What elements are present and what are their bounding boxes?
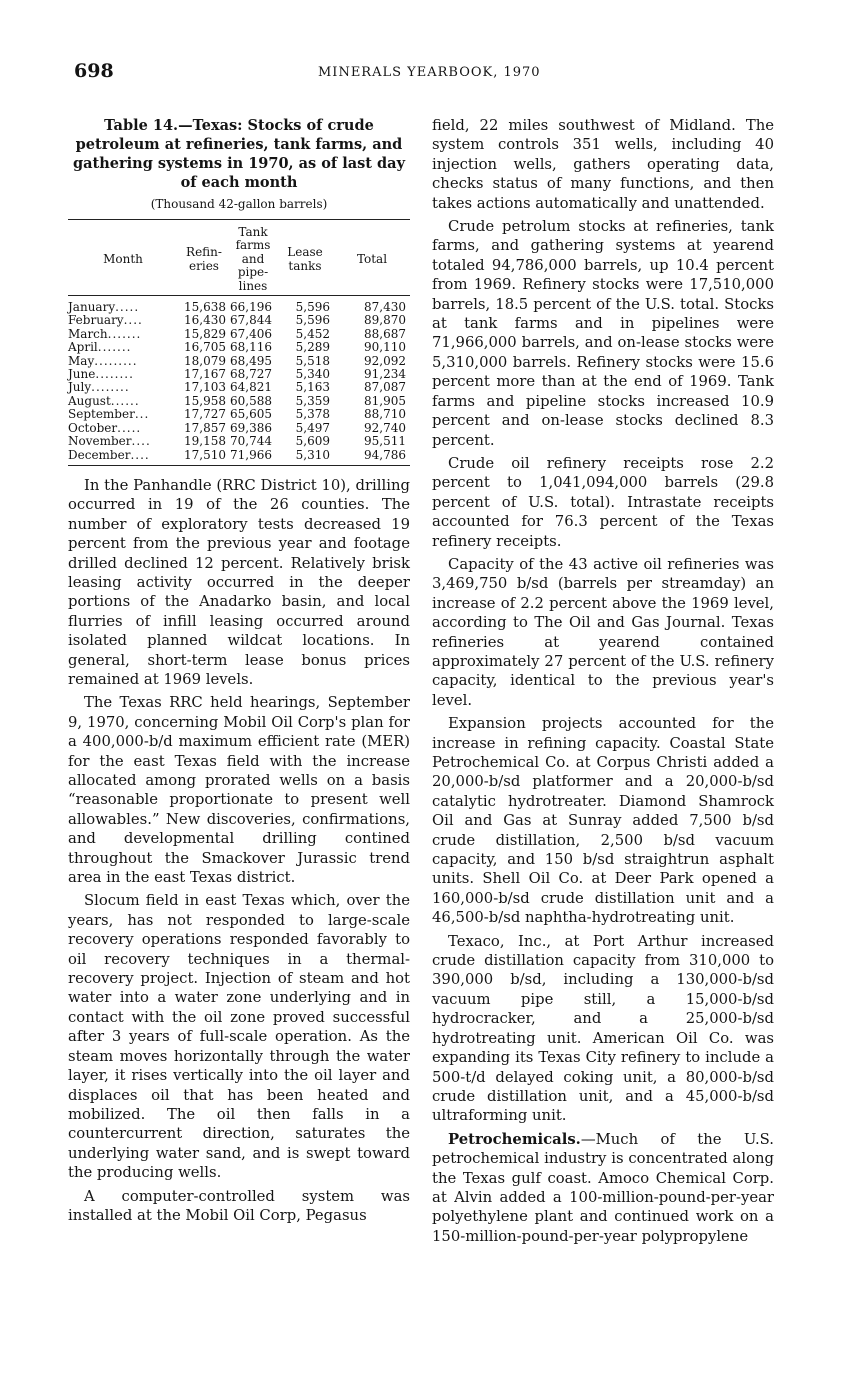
table-row <box>68 408 410 421</box>
paragraph: A computer-controlled system was installed at the Mobil Oil Corp, Pegasus <box>68 1187 410 1224</box>
cell-month: July <box>68 380 92 395</box>
col-header-total: Total <box>334 220 410 296</box>
table-row <box>68 422 410 435</box>
cell-lease-tanks: 5,359 <box>295 393 330 408</box>
left-text <box>68 476 410 1225</box>
cell-tank-farms: 67,406 <box>230 326 272 341</box>
cell-lease-tanks: 5,310 <box>276 449 334 466</box>
cell-lease-tanks: 5,452 <box>295 326 330 341</box>
paragraph-petrochemicals <box>432 1130 774 1246</box>
cell-month-wrap <box>68 368 178 381</box>
table-header-row <box>68 220 410 296</box>
cell-tank-farms: 69,386 <box>230 420 272 435</box>
col-header-refineries: Refin-eries <box>178 220 230 296</box>
cell-month: August <box>68 393 111 408</box>
cell-lease-tanks: 5,497 <box>295 420 330 435</box>
cell-tank-farms: 64,821 <box>230 380 272 395</box>
left-column <box>68 116 410 1225</box>
cell-month-wrap <box>68 341 178 354</box>
cell-total: 92,740 <box>364 420 406 435</box>
paragraph: In the Panhandle (RRC District 10), drilling occurred in 19 of the 26 counties. The number of exploratory tests decreased 19 percent from the previous year and footage drilled declined 12 percent. Relatively brisk leasing activity occurred in the deeper portions of the Anadarko basin, and local flurries of infill leasing occurred around isolated planned wildcat locations. In general, short-term lease bonus prices remained at 1969 levels. <box>68 476 410 688</box>
cell-refineries: 16,430 <box>184 313 226 328</box>
paragraph: Crude oil refinery receipts rose 2.2 percent to 1,041,094,000 barrels (29.8 percent of U.S. total). Intrastate receipts accounted for 76.3 percent of the Texas refinery receipts. <box>432 454 774 550</box>
leader-dots: .... <box>131 434 151 449</box>
paragraph: Slocum field in east Texas which, over the years, has not responded to large-scale recovery operations responded favorably to oil recovery techniques in a thermal-recovery project. Injection of steam and hot water into a water zone underlying and in contact with the oil zone proved successful after 3 years of full-scale operation. As the steam moves horizontally through the water layer, it rises vertically into the oil layer and displaces oil that has been heated and mobilized. The oil then falls in a countercurrent direction, saturates the underlying water sand, and is swept toward the producing wells. <box>68 892 410 1182</box>
leader-dots: ......... <box>94 353 138 368</box>
cell-lease-tanks: 5,596 <box>295 300 330 315</box>
right-text <box>432 116 774 1126</box>
cell-refineries: 17,727 <box>184 407 226 422</box>
table-body <box>68 296 410 466</box>
table-row <box>68 355 410 368</box>
leader-dots: ....... <box>97 340 132 355</box>
leader-dots: .... <box>130 447 150 462</box>
cell-tank-farms: 68,727 <box>230 367 272 382</box>
cell-refineries: 16,705 <box>184 340 226 355</box>
cell-total: 95,511 <box>364 434 406 449</box>
cell-month: March <box>68 326 108 341</box>
table-row <box>68 296 410 315</box>
cell-tank-farms: 67,844 <box>230 313 272 328</box>
right-column <box>432 116 774 1246</box>
cell-month-wrap <box>68 355 178 368</box>
cell-month-wrap <box>68 435 178 448</box>
leader-dots: ...... <box>110 393 140 408</box>
leader-dots: ........ <box>91 380 130 395</box>
cell-month-wrap <box>68 449 178 466</box>
cell-total: 89,870 <box>364 313 406 328</box>
cell-total: 92,092 <box>364 353 406 368</box>
cell-total: 91,234 <box>364 367 406 382</box>
petrochemicals-text: —Much of the U.S. petrochemical industry is concentrated along the Texas gulf coast. Amoco Chemical Corp. at Alvin added a 100-million-pound-per-year polyethylene plant and continued work on a 150-million-pound-per-year polypropylene <box>432 1130 774 1245</box>
cell-refineries: 19,158 <box>184 434 226 449</box>
paragraph: Texaco, Inc., at Port Arthur increased crude distillation capacity from 310,000 to 390,000 b/sd, including a 130,000-b/sd vacuum pipe still, a 15,000-b/sd hydrocracker, and a 25,000-b/sd hydrotreating unit. American Oil Co. was expanding its Texas City refinery to include a 500-t/d delayed coking unit, a 80,000-b/sd crude distillation unit, and a 45,000-b/sd ultraforming unit. <box>432 932 774 1125</box>
cell-total: 90,110 <box>364 340 406 355</box>
cell-month-wrap <box>68 422 178 435</box>
cell-tank-farms: 60,588 <box>230 393 272 408</box>
cell-lease-tanks: 5,609 <box>295 434 330 449</box>
cell-month: April <box>68 340 98 355</box>
paragraph: The Texas RRC held hearings, September 9, 1970, concerning Mobil Oil Corp's plan for a 400,000-b/d maximum efficient rate (MER) for the east Texas field with the increase allocated among prorated wells on a basis “reasonable proportionate to present well allowables.” New discoveries, confirmations, and developmental drilling contined throughout the Smackover Jurassic trend area in the east Texas district. <box>68 694 410 887</box>
cell-month: May <box>68 353 95 368</box>
table-title: Table 14.—Texas: Stocks of crude petroleum at refineries, tank farms, and gathering systems in 1970, as of last day of each month <box>73 117 405 191</box>
cell-tank-farms: 71,966 <box>230 449 276 466</box>
cell-tank-farms: 65,605 <box>230 407 272 422</box>
cell-tank-farms: 70,744 <box>230 434 272 449</box>
cell-refineries: 15,958 <box>184 393 226 408</box>
col-header-month: Month <box>68 220 178 296</box>
cell-tank-farms: 68,116 <box>230 340 272 355</box>
cell-lease-tanks: 5,596 <box>295 313 330 328</box>
paragraph: Capacity of the 43 active oil refineries was 3,469,750 b/sd (barrels per streamday) an increase of 2.2 percent above the 1969 level, according to The Oil and Gas Journal. Texas refineries at yearend contained approximately 27 percent of the U.S. refinery capacity, identical to the previous year's level. <box>432 555 774 709</box>
cell-refineries: 18,079 <box>184 353 226 368</box>
cell-month: June <box>68 367 96 382</box>
col-header-lease-tanks: Lease tanks <box>276 220 334 296</box>
cell-month-wrap <box>68 296 178 315</box>
cell-total: 87,087 <box>364 380 406 395</box>
cell-lease-tanks: 5,289 <box>295 340 330 355</box>
table-row <box>68 449 410 466</box>
cell-refineries: 17,167 <box>184 367 226 382</box>
cell-total: 81,905 <box>364 393 406 408</box>
cell-month-wrap <box>68 408 178 421</box>
cell-total: 88,687 <box>364 326 406 341</box>
cell-refineries: 17,857 <box>184 420 226 435</box>
cell-lease-tanks: 5,378 <box>295 407 330 422</box>
leader-dots: ... <box>134 407 150 422</box>
cell-refineries: 17,510 <box>178 449 230 466</box>
cell-month: December <box>68 447 131 462</box>
cell-month-wrap <box>68 395 178 408</box>
cell-total: 88,710 <box>364 407 406 422</box>
table-row <box>68 381 410 394</box>
cell-lease-tanks: 5,340 <box>295 367 330 382</box>
cell-tank-farms: 68,495 <box>230 353 272 368</box>
cell-month-wrap <box>68 381 178 394</box>
cell-month: January <box>68 300 116 315</box>
table-unit: (Thousand 42-gallon barrels) <box>150 197 328 211</box>
cell-refineries: 17,103 <box>184 380 226 395</box>
paragraph: Expansion projects accounted for the increase in refining capacity. Coastal State Petrochemical Co. at Corpus Christi added a 20,000-b/sd platformer and a 20,000-b/sd catalytic hydrotreater. Diamond Shamrock Oil and Gas at Sunray added 7,500 b/sd crude distillation, 2,500 b/sd vacuum capacity, and 150 b/sd straightrun asphalt units. Shell Oil Co. at Deer Park opened a 160,000-b/sd crude distillation unit and a 46,500-b/sd naphtha-hydrotreating unit. <box>432 715 774 927</box>
table-row <box>68 368 410 381</box>
table-row <box>68 341 410 354</box>
running-head: MINERALS YEARBOOK, 1970 <box>318 65 541 80</box>
cell-month-wrap <box>68 314 178 327</box>
cell-tank-farms: 66,196 <box>230 300 272 315</box>
petrochemicals-heading: Petrochemicals. <box>448 1130 581 1148</box>
table-row <box>68 435 410 448</box>
cell-month: October <box>68 420 118 435</box>
cell-refineries: 15,829 <box>184 326 226 341</box>
cell-refineries: 15,638 <box>184 300 226 315</box>
cell-total: 94,786 <box>334 449 410 466</box>
table-row <box>68 314 410 327</box>
stocks-table <box>68 219 410 466</box>
cell-lease-tanks: 5,518 <box>295 353 330 368</box>
table-row <box>68 395 410 408</box>
cell-lease-tanks: 5,163 <box>295 380 330 395</box>
leader-dots: .... <box>123 313 143 328</box>
page-number: 698 <box>74 60 114 82</box>
table-row <box>68 328 410 341</box>
cell-month-wrap <box>68 328 178 341</box>
leader-dots: ........ <box>95 367 134 382</box>
col-header-tank-farms: Tank farms and pipe-lines <box>230 220 276 296</box>
leader-dots: ..... <box>115 300 140 315</box>
leader-dots: ....... <box>107 326 142 341</box>
cell-month: February <box>68 313 124 328</box>
cell-month: November <box>68 434 132 449</box>
leader-dots: ..... <box>117 420 142 435</box>
paragraph: field, 22 miles southwest of Midland. The system controls 351 wells, including 40 injection wells, gathers operating data, checks status of many functions, and then takes actions automatically and unattended. <box>432 117 774 212</box>
cell-month: September <box>68 407 135 422</box>
cell-total: 87,430 <box>364 300 406 315</box>
paragraph: Crude petrolum stocks at refineries, tank farms, and gathering systems at yearend totaled 94,786,000 barrels, up 10.4 percent from 1969. Refinery stocks were 17,510,000 barrels, 18.5 percent of the U.S. total. Stocks at tank farms and in pipelines were 71,966,000 barrels, and on-lease stocks were 5,310,000 barrels. Refinery stocks were 15.6 percent more than at the end of 1969. Tank farms and pipeline stocks increased 10.9 percent and on-lease stocks declined 8.3 percent. <box>432 218 774 449</box>
